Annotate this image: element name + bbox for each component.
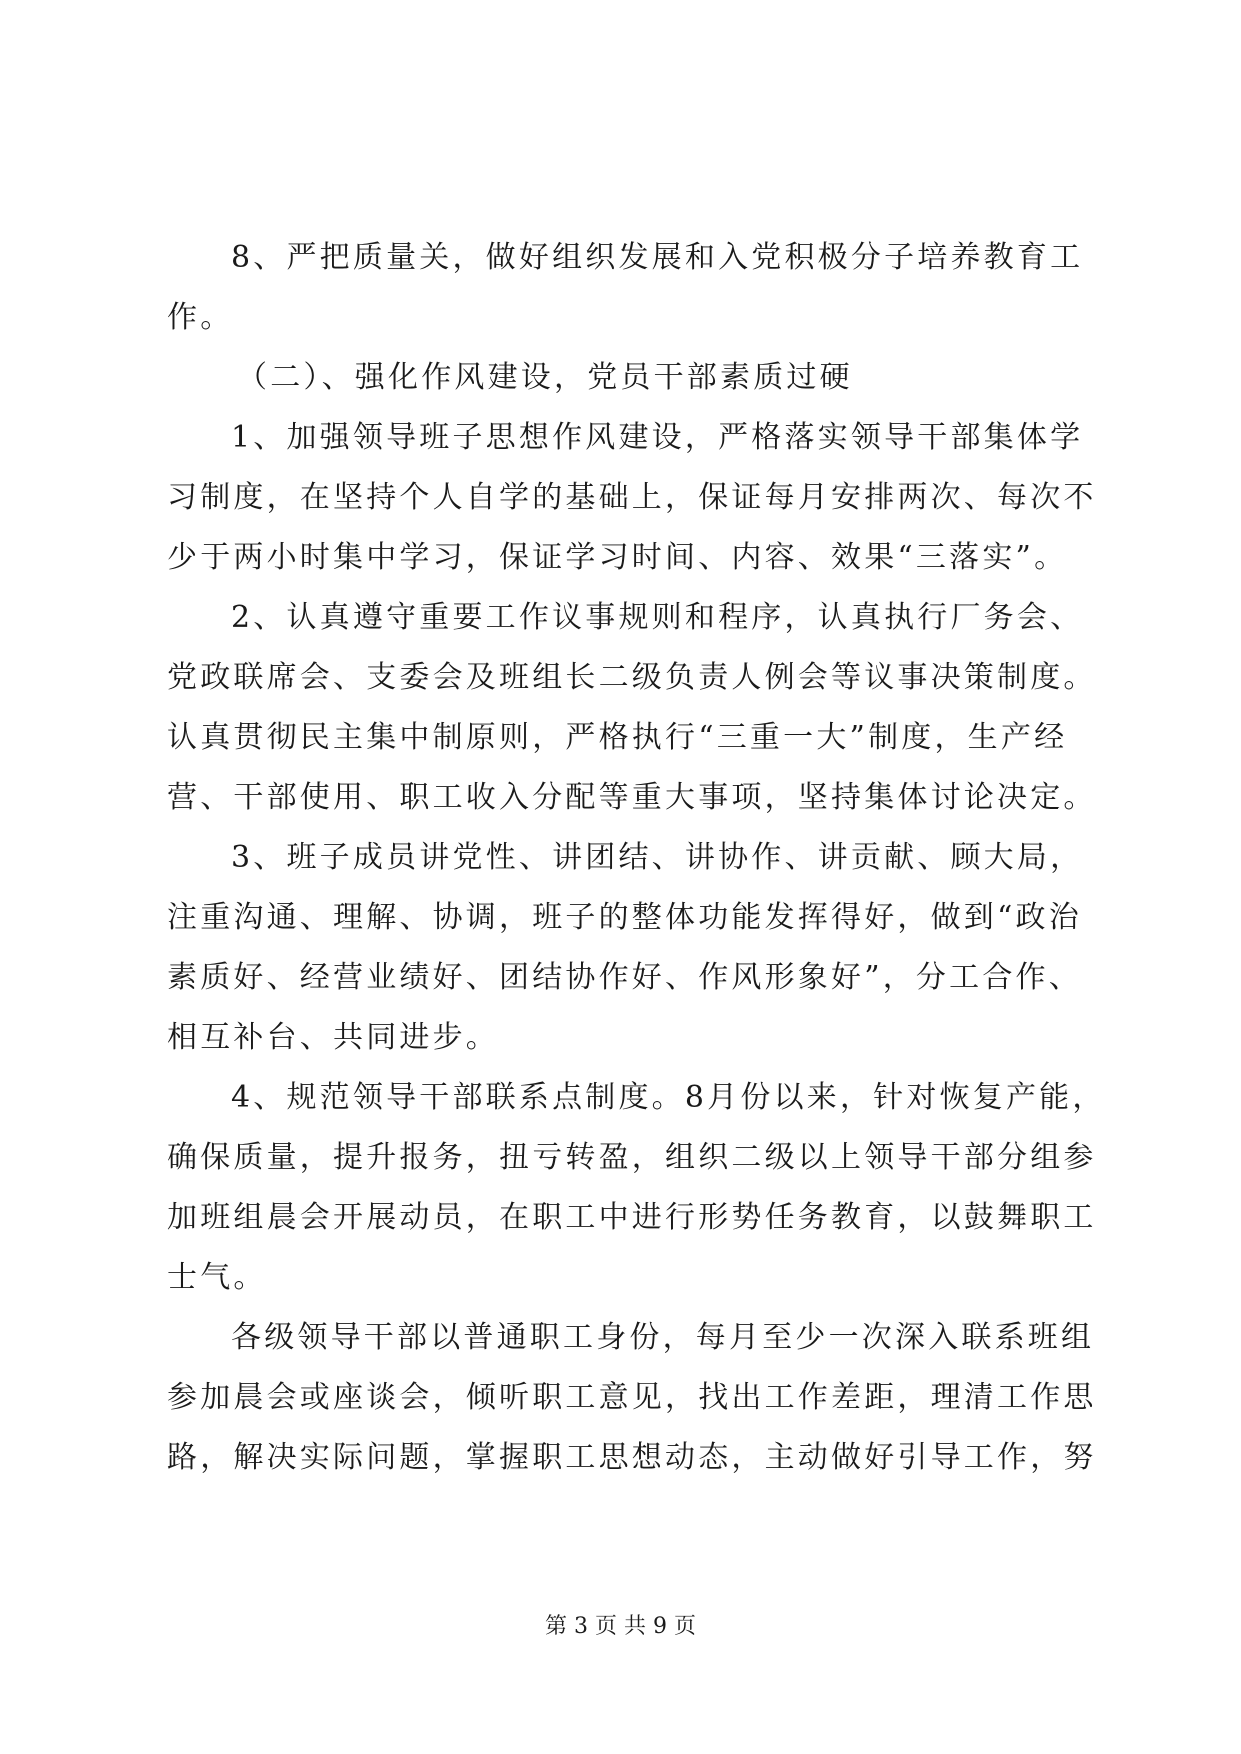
paragraph-line: 确保质量，提升报务，扭亏转盈，组织二级以上领导干部分组参 xyxy=(167,1140,1097,1175)
paragraph-line: 党政联席会、支委会及班组长二级负责人例会等议事决策制度。 xyxy=(167,660,1097,695)
paragraph-line: 士气。 xyxy=(167,1260,267,1295)
paragraph-line: 少于两小时集中学习，保证学习时间、内容、效果“三落实”。 xyxy=(167,540,1068,575)
paragraph-line: 注重沟通、理解、协调，班子的整体功能发挥得好，做到“政治 xyxy=(167,900,1082,935)
section-heading: （二）、强化作风建设，党员干部素质过硬 xyxy=(237,360,853,395)
paragraph-line: 营、干部使用、职工收入分配等重大事项，坚持集体讨论决定。 xyxy=(167,780,1097,815)
paragraph-line: 3、班子成员讲党性、讲团结、讲协作、讲贡献、顾大局， xyxy=(231,840,1084,875)
paragraph-line: 8、严把质量关，做好组织发展和入党积极分子培养教育工 xyxy=(231,240,1084,275)
paragraph-line: 作。 xyxy=(167,300,234,335)
paragraph-line: 2、认真遵守重要工作议事规则和程序，认真执行厂务会、 xyxy=(231,600,1084,635)
paragraph-line: 4、规范领导干部联系点制度。8月份以来，针对恢复产能， xyxy=(231,1080,1106,1115)
paragraph-line: 1、加强领导班子思想作风建设，严格落实领导干部集体学 xyxy=(231,420,1084,455)
paragraph-line: 参加晨会或座谈会，倾听职工意见，找出工作差距，理清工作思 xyxy=(167,1380,1097,1415)
paragraph-line: 相互补台、共同进步。 xyxy=(167,1020,499,1055)
paragraph-line: 素质好、经营业绩好、团结协作好、作风形象好”，分工合作、 xyxy=(167,960,1082,995)
page-number-footer: 第 3 页 共 9 页 xyxy=(545,1614,696,1639)
paragraph-line: 习制度，在坚持个人自学的基础上，保证每月安排两次、每次不 xyxy=(167,480,1097,515)
paragraph-line: 加班组晨会开展动员，在职工中进行形势任务教育，以鼓舞职工 xyxy=(167,1200,1097,1235)
paragraph-line: 路，解决实际问题，掌握职工思想动态，主动做好引导工作，努 xyxy=(167,1440,1097,1475)
paragraph-line: 各级领导干部以普通职工身份，每月至少一次深入联系班组 xyxy=(231,1320,1095,1355)
body-text xyxy=(167,228,1106,1488)
paragraph-line: 认真贯彻民主集中制原则，严格执行“三重一大”制度，生产经 xyxy=(167,720,1068,755)
